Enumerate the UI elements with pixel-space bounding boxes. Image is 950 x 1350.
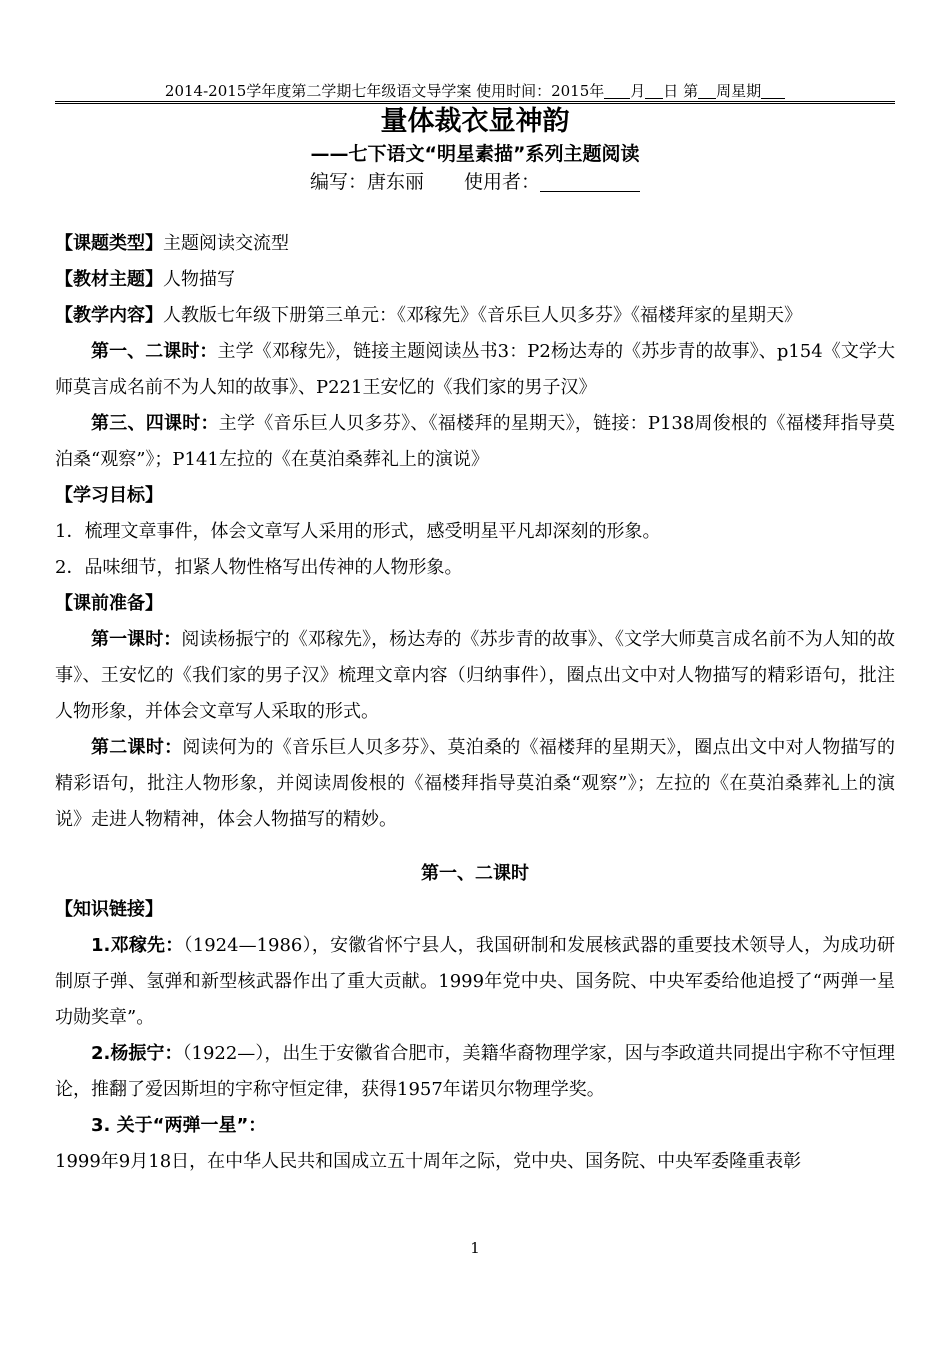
doc-subtitle: ——七下语文“明星素描”系列主题阅读 [310,143,640,165]
week-blank [698,82,716,99]
document-body [55,226,895,1180]
topic-row [55,262,895,298]
knowledge-item-3-text: 1999年9月18日，在中华人民共和国成立五十周年之际，党中央、国务院、中央军委隆重表彰 [55,1151,802,1172]
prep1-paragraph [55,622,895,730]
header-month: 月 [630,82,646,100]
page-number: 1 [470,1239,480,1257]
topic: 人物描写 [163,269,235,290]
goal-1: 1．梳理文章事件，体会文章写人采用的形式，感受明星平凡却深刻的形象。 [55,521,661,542]
header-text: 2014-2015学年度第二学期七年级语文导学案 使用时间：2015年 [164,82,605,100]
lesson34-paragraph [55,406,895,478]
prep2-text: 阅读何为的《音乐巨人贝多芬》、莫泊桑的《福楼拜的星期天》，圈点出文中对人物描写的精彩语句，批注人物形象，并阅读周俊根的《福楼拜指导莫泊桑“观察”》；左拉的《在莫泊桑葬礼上的演说》走进人物精神，体会人物描写的精妙。 [55,737,896,830]
k2-label: 2.杨振宁： [91,1043,183,1064]
prep2-label: 第二课时： [91,737,183,758]
knowledge-item-3-heading: 3. 关于“两弹一星”： [91,1115,267,1136]
teaching-content: 人教版七年级下册第三单元：《邓稼先》《音乐巨人贝多芬》《福楼拜家的星期天》 [163,305,802,326]
lesson12-text: 主学《邓稼先》，链接主题阅读丛书3：P2杨达寿的《苏步青的故事》、p154《文学大师莫言成名前不为人知的故事》、P221王安忆的《我们家的男子汉》 [55,341,895,398]
teaching-content-label: 【教学内容】 [55,305,163,326]
k2-text: （1922—），出生于安徽省合肥市，美籍华裔物理学家，因与李政道共同提出宇称不守恒理论，推翻了爱因斯坦的宇称守恒定律，获得1957年诺贝尔物理学奖。 [55,1043,895,1100]
section-heading: 第一、二课时 [421,863,529,884]
prep2-paragraph [55,730,895,838]
header-week: 周星期 [716,82,762,100]
teaching-content-row [55,298,895,334]
knowledge-item-1 [55,928,895,1036]
k1-text: （1924—1986），安徽省怀宁县人，我国研制和发展核武器的重要技术领导人，为成功研制原子弹、氢弹和新型核武器作出了重大贡献。1999年党中央、国务院、中央军委给他追授了“两弹一星功勋奖章”。 [55,935,895,1028]
lesson34-text: 主学《音乐巨人贝多芬》、《福楼拜的星期天》，链接：P138周俊根的《福楼拜指导莫泊桑“观察”》；P141左拉的《在莫泊桑葬礼上的演说》 [55,413,895,470]
k1-label: 1.邓稼先： [91,935,184,956]
user-blank [540,169,640,192]
lesson12-label: 第一、二课时： [91,341,218,362]
lesson-type-row [55,226,895,262]
knowledge-heading: 【知识链接】 [55,899,163,920]
lesson-type-label: 【课题类型】 [55,233,163,254]
lesson-type: 主题阅读交流型 [163,233,289,254]
user-label: 使用者： [464,171,541,193]
prep-heading: 【课前准备】 [55,593,163,614]
header-day: 日 第 [663,82,699,100]
prep1-text: 阅读杨振宁的《邓稼先》，杨达寿的《苏步青的故事》、《文学大师莫言成名前不为人知的故事》、王安忆的《我们家的男子汉》梳理文章内容（归纳事件），圈点出文中对人物描写的精彩语句，批注人物形象，并体会文章写人采取的形式。 [55,629,896,722]
weekday-blank [761,82,785,99]
day-blank [645,82,663,99]
topic-label: 【教材主题】 [55,269,163,290]
goal-2: 2．品味细节，扣紧人物性格写出传神的人物形象。 [55,557,463,578]
header-rule [55,101,895,102]
lesson34-label: 第三、四课时： [91,413,219,434]
doc-title: 量体裁衣显神韵 [380,106,570,137]
knowledge-item-2 [55,1036,895,1108]
author-line [55,168,895,196]
author: 编写：唐东丽 [309,171,424,193]
goals-heading: 【学习目标】 [55,485,163,506]
prep1-label: 第一课时： [91,629,182,650]
month-blank [604,82,630,99]
page-header [55,80,895,102]
lesson12-paragraph [55,334,895,406]
